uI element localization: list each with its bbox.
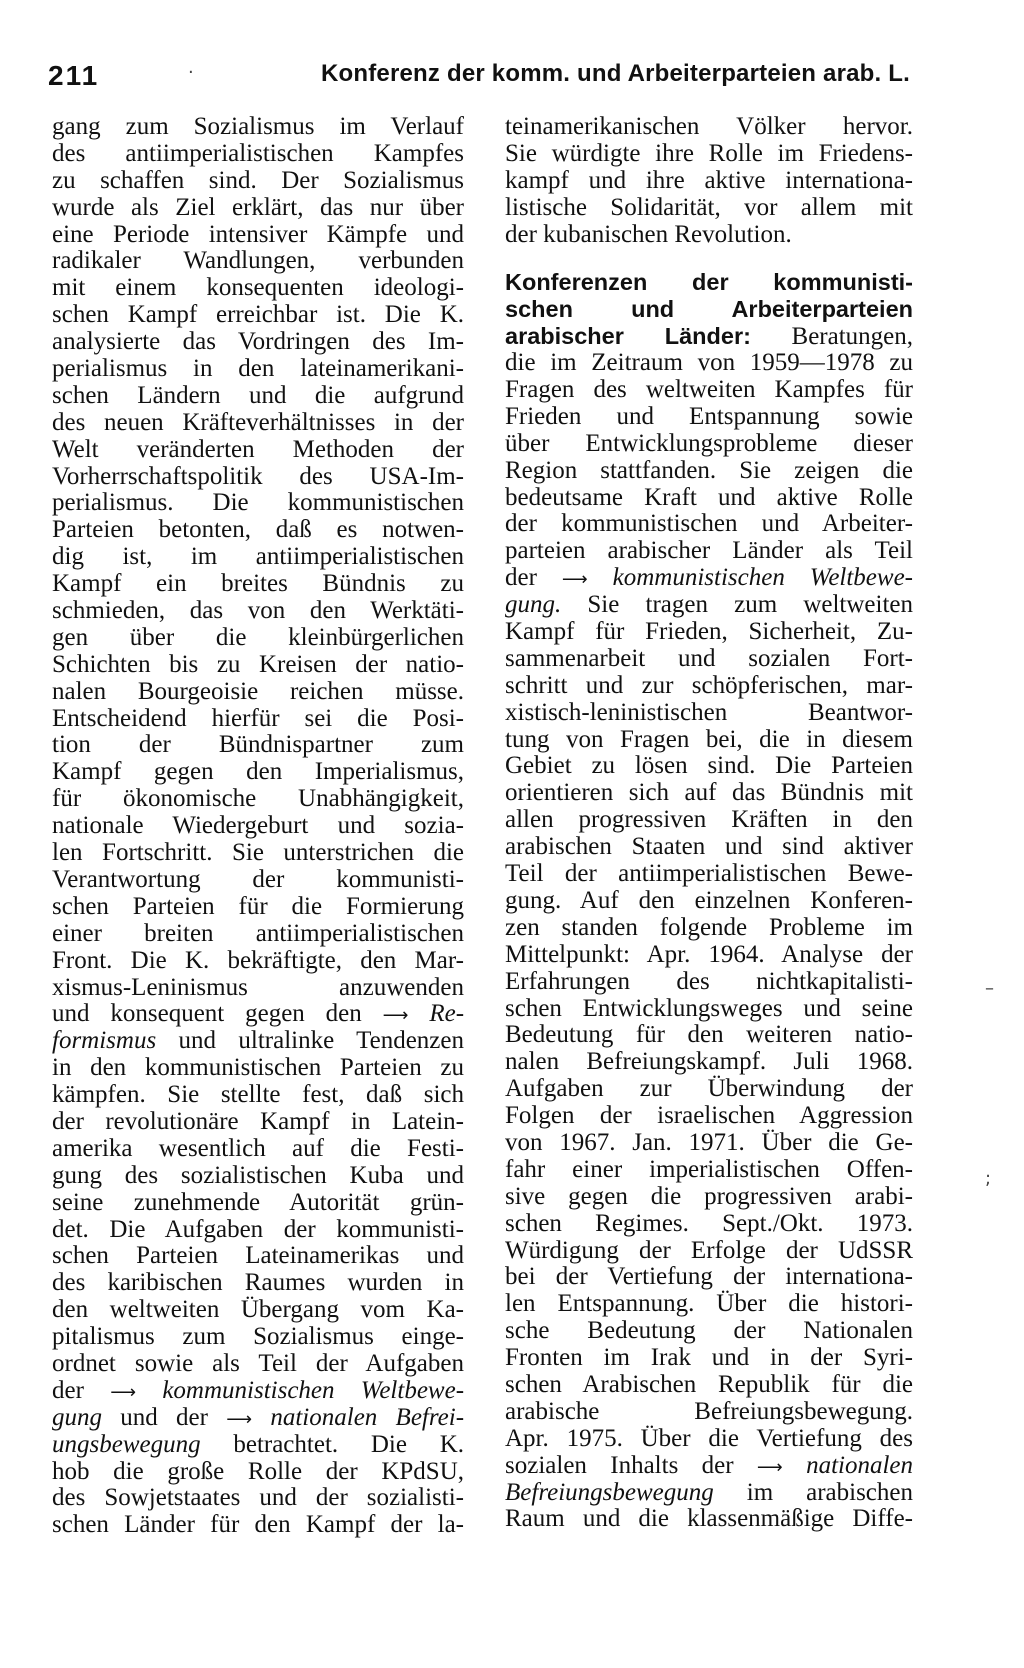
text-line: orientieren sich auf das Bündnis mit: [505, 779, 913, 807]
text-line: bedeutsame Kraft und aktive Rolle: [505, 483, 913, 511]
text-line: gung. Sie tragen zum weltweiten: [505, 591, 913, 619]
text-line: perialismus in den lateinamerikani-: [52, 355, 464, 383]
text-line: Bedeutung für den weiteren natio-: [505, 1021, 913, 1049]
text-line: die im Zeitraum von 1959—1978 zu: [505, 349, 913, 377]
arrow-icon: ⟶: [382, 1005, 409, 1027]
text-line: zu schaffen sind. Der Sozialismus: [52, 166, 464, 194]
text-line: und konsequent gegen den ⟶ Re-: [52, 1000, 465, 1028]
arrow-icon: ⟶: [110, 1381, 137, 1403]
text-line: listische Solidarität, vor allem mit: [505, 193, 913, 221]
text-line: det. Die Aufgaben der kommunisti-: [52, 1215, 464, 1243]
text-line: schen Parteien Lateinamerikas und: [52, 1242, 464, 1270]
text-line: nalen Befreiungskampf. Juli 1968.: [505, 1048, 913, 1076]
text-line: pitalismus zum Sozialismus einge-: [52, 1323, 464, 1351]
cross-reference[interactable]: nationalen Befrei-: [270, 1403, 465, 1431]
text-line: dig ist, im antiimperialistischen: [52, 543, 464, 571]
text-line: den weltweiten Übergang vom Ka-: [52, 1296, 464, 1324]
cross-reference[interactable]: ungsbewegung: [52, 1430, 201, 1458]
text-line: sammenarbeit und sozialen Fort-: [505, 644, 913, 672]
cross-reference[interactable]: gung: [52, 1403, 102, 1431]
text-line: kampf und ihre aktive internationa-: [505, 166, 913, 194]
text-line: Fragen des weltweiten Kampfes für: [505, 376, 913, 404]
text-line: Entscheidend hierfür sei die Posi-: [52, 704, 464, 732]
text-line: der ⟶ kommunistischen Weltbewe-: [52, 1376, 465, 1404]
text-line: Kampf für Frieden, Sicherheit, Zu-: [505, 618, 913, 646]
text-line: perialismus. Die kommunistischen: [52, 489, 464, 517]
text-line: Verantwortung der kommunisti-: [52, 865, 464, 893]
text-line: schritt und zur schöpferischen, mar-: [505, 671, 913, 699]
text-line: tion der Bündnispartner zum: [52, 731, 464, 759]
text-line: schen Kampf erreichbar ist. Die K.: [52, 301, 464, 329]
text-line: ordnet sowie als Teil der Aufgaben: [52, 1349, 464, 1377]
text-line: parteien arabischer Länder als Teil: [505, 537, 913, 565]
text-line: Apr. 1975. Über die Vertiefung des: [505, 1424, 913, 1452]
text-line: Fronten im Irak und in der Syri-: [505, 1344, 913, 1372]
right-column: [505, 114, 913, 1533]
page-number: 211: [48, 60, 100, 91]
text-line: gen über die kleinbürgerlichen: [52, 623, 464, 651]
text-line: der kommunistischen und Arbeiter-: [505, 510, 913, 538]
text-line: Raum und die klassenmäßige Diffe-: [505, 1505, 913, 1533]
text-line: radikaler Wandlungen, verbunden: [52, 247, 464, 275]
text-line: analysierte das Vordringen des Im-: [52, 328, 464, 356]
text-line: Mittelpunkt: Apr. 1964. Analyse der: [505, 940, 913, 968]
text-line: teinamerikanischen Völker hervor.: [505, 113, 913, 140]
text-line: über Entwicklungsprobleme dieser: [505, 429, 913, 457]
text-line: Gebiet zu lösen sind. Die Parteien: [505, 752, 913, 780]
text-line: fahr einer imperialistischen Offen-: [505, 1155, 913, 1183]
text-line: Frieden und Entspannung sowie: [505, 402, 913, 430]
text-line: gung und der ⟶ nationalen Befrei-: [52, 1403, 465, 1431]
text-line: schen Ländern und die aufgrund: [52, 381, 464, 409]
text-line: ungsbewegung betrachtet. Die K.: [52, 1430, 464, 1458]
text-line: amerika wesentlich auf die Festi-: [52, 1134, 464, 1162]
text-line: Parteien betonten, daß es notwen-: [52, 516, 464, 544]
text-line: schen Regimes. Sept./Okt. 1973.: [505, 1209, 913, 1237]
text-line: mit einem konsequenten ideologi-: [52, 274, 464, 302]
scan-speck: ;: [985, 1168, 992, 1189]
text-line: Welt veränderten Methoden der: [52, 435, 464, 463]
text-line: schmieden, das von den Werktäti-: [52, 597, 464, 625]
text-line: kämpfen. Sie stellte fest, daß sich: [52, 1081, 464, 1109]
text-line: gung des sozialistischen Kuba und: [52, 1161, 464, 1189]
text-line: Front. Die K. bekräftigte, den Mar-: [52, 946, 464, 974]
text-line: Aufgaben zur Überwindung der: [505, 1075, 913, 1103]
text-line: der kubanischen Revolution.: [505, 220, 792, 248]
paragraph-gap: [505, 248, 913, 269]
arrow-icon: ⟶: [561, 569, 588, 591]
text-line: Erfahrungen des nichtkapitalisti-: [505, 967, 913, 995]
entry-heading: Konferenzen der kommunisti-: [505, 269, 913, 296]
cross-reference[interactable]: kommunistischen Weltbewe-: [162, 1376, 465, 1404]
text-line: der ⟶ kommunistischen Weltbewe-: [505, 564, 913, 592]
text-line: des karibischen Raumes wurden in: [52, 1269, 464, 1297]
text-line: allen progressiven Kräften in den: [505, 806, 913, 834]
text-line: Befreiungsbewegung im arabischen: [505, 1478, 914, 1506]
text-line: des antiimperialistischen Kampfes: [52, 139, 464, 167]
page-header: [48, 60, 910, 100]
text-line: xismus-Leninismus anzuwenden: [52, 973, 464, 1001]
text-line: Region stattfanden. Sie zeigen die: [505, 456, 913, 484]
text-line: gang zum Sozialismus im Verlauf: [52, 113, 464, 140]
left-column: [52, 114, 464, 1539]
running-title: Konferenz der komm. und Arbeiterparteien arab. L.: [320, 60, 910, 87]
text-line: tung von Fragen bei, die in diesem: [505, 725, 913, 753]
text-line: hob die große Rolle der KPdSU,: [52, 1457, 464, 1485]
text-line: Vorherrschaftspolitik des USA-Im-: [52, 462, 464, 490]
text-line: schen Parteien für die Formierung: [52, 892, 464, 920]
text-line: schen Entwicklungsweges und seine: [505, 994, 913, 1022]
scan-speck: –: [985, 978, 994, 999]
text-line: sozialen Inhalts der ⟶ nationalen: [505, 1451, 913, 1479]
text-line: formismus und ultralinke Tendenzen: [52, 1027, 465, 1055]
text-line: seine zunehmende Autorität grün-: [52, 1188, 464, 1216]
cross-reference[interactable]: kommunistischen Weltbewe-: [612, 564, 913, 592]
text-line: des Sowjetstaates und der sozialisti-: [52, 1484, 464, 1512]
cross-reference[interactable]: formismus: [52, 1027, 157, 1055]
text-line: gung. Auf den einzelnen Konferen-: [505, 886, 913, 914]
entry-heading: arabischer Länder: Beratungen,: [505, 323, 913, 351]
entry-heading: schen und Arbeiterparteien: [505, 296, 913, 323]
text-line: len Entspannung. Über die histori-: [505, 1290, 913, 1318]
text-line: zen standen folgende Probleme im: [505, 913, 913, 941]
text-line: Kampf ein breites Bündnis zu: [52, 570, 464, 598]
text-line: xistisch-leninistischen Beantwor-: [505, 698, 913, 726]
arrow-icon: ⟶: [756, 1456, 783, 1478]
text-line: arabische Befreiungsbewegung.: [505, 1397, 913, 1425]
text-line: der revolutionäre Kampf in Latein-: [52, 1107, 464, 1135]
arrow-icon: ⟶: [226, 1408, 253, 1430]
cross-reference[interactable]: Re-: [429, 1000, 465, 1028]
text-line: für ökonomische Unabhängigkeit,: [52, 785, 464, 813]
text-line: in den kommunistischen Parteien zu: [52, 1054, 464, 1082]
cross-reference[interactable]: nationalen: [806, 1451, 913, 1479]
text-line: nationale Wiedergeburt und sozia-: [52, 812, 464, 840]
text-line: sche Bedeutung der Nationalen: [505, 1317, 913, 1345]
text-line: Folgen der israelischen Aggression: [505, 1102, 913, 1130]
text-line: schen Länder für den Kampf der la-: [52, 1511, 464, 1539]
cross-reference[interactable]: gung.: [505, 591, 562, 619]
text-line: eine Periode intensiver Kämpfe und: [52, 220, 464, 248]
cross-reference[interactable]: Befreiungsbewegung: [505, 1478, 714, 1506]
text-line: Schichten bis zu Kreisen der natio-: [52, 650, 464, 678]
text-line: des neuen Kräfteverhältnisses in der: [52, 408, 464, 436]
text-line: einer breiten antiimperialistischen: [52, 919, 464, 947]
text-line: nalen Bourgeoisie reichen müsse.: [52, 677, 464, 705]
text-line: schen Arabischen Republik für die: [505, 1370, 913, 1398]
text-line: Würdigung der Erfolge der UdSSR: [505, 1236, 913, 1264]
text-line: arabischen Staaten und sind aktiver: [505, 833, 913, 861]
scan-speck: ·: [188, 62, 194, 83]
text-line: Kampf gegen den Imperialismus,: [52, 758, 464, 786]
text-line: bei der Vertiefung der internationa-: [505, 1263, 913, 1291]
text-line: von 1967. Jan. 1971. Über die Ge-: [505, 1128, 913, 1156]
text-line: Sie würdigte ihre Rolle im Friedens-: [505, 139, 913, 167]
text-line: Teil der antiimperialistischen Bewe-: [505, 860, 913, 888]
text-line: wurde als Ziel erklärt, das nur über: [52, 193, 464, 221]
text-line: sive gegen die progressiven arabi-: [505, 1182, 913, 1210]
text-line: len Fortschritt. Sie unterstrichen die: [52, 839, 464, 867]
